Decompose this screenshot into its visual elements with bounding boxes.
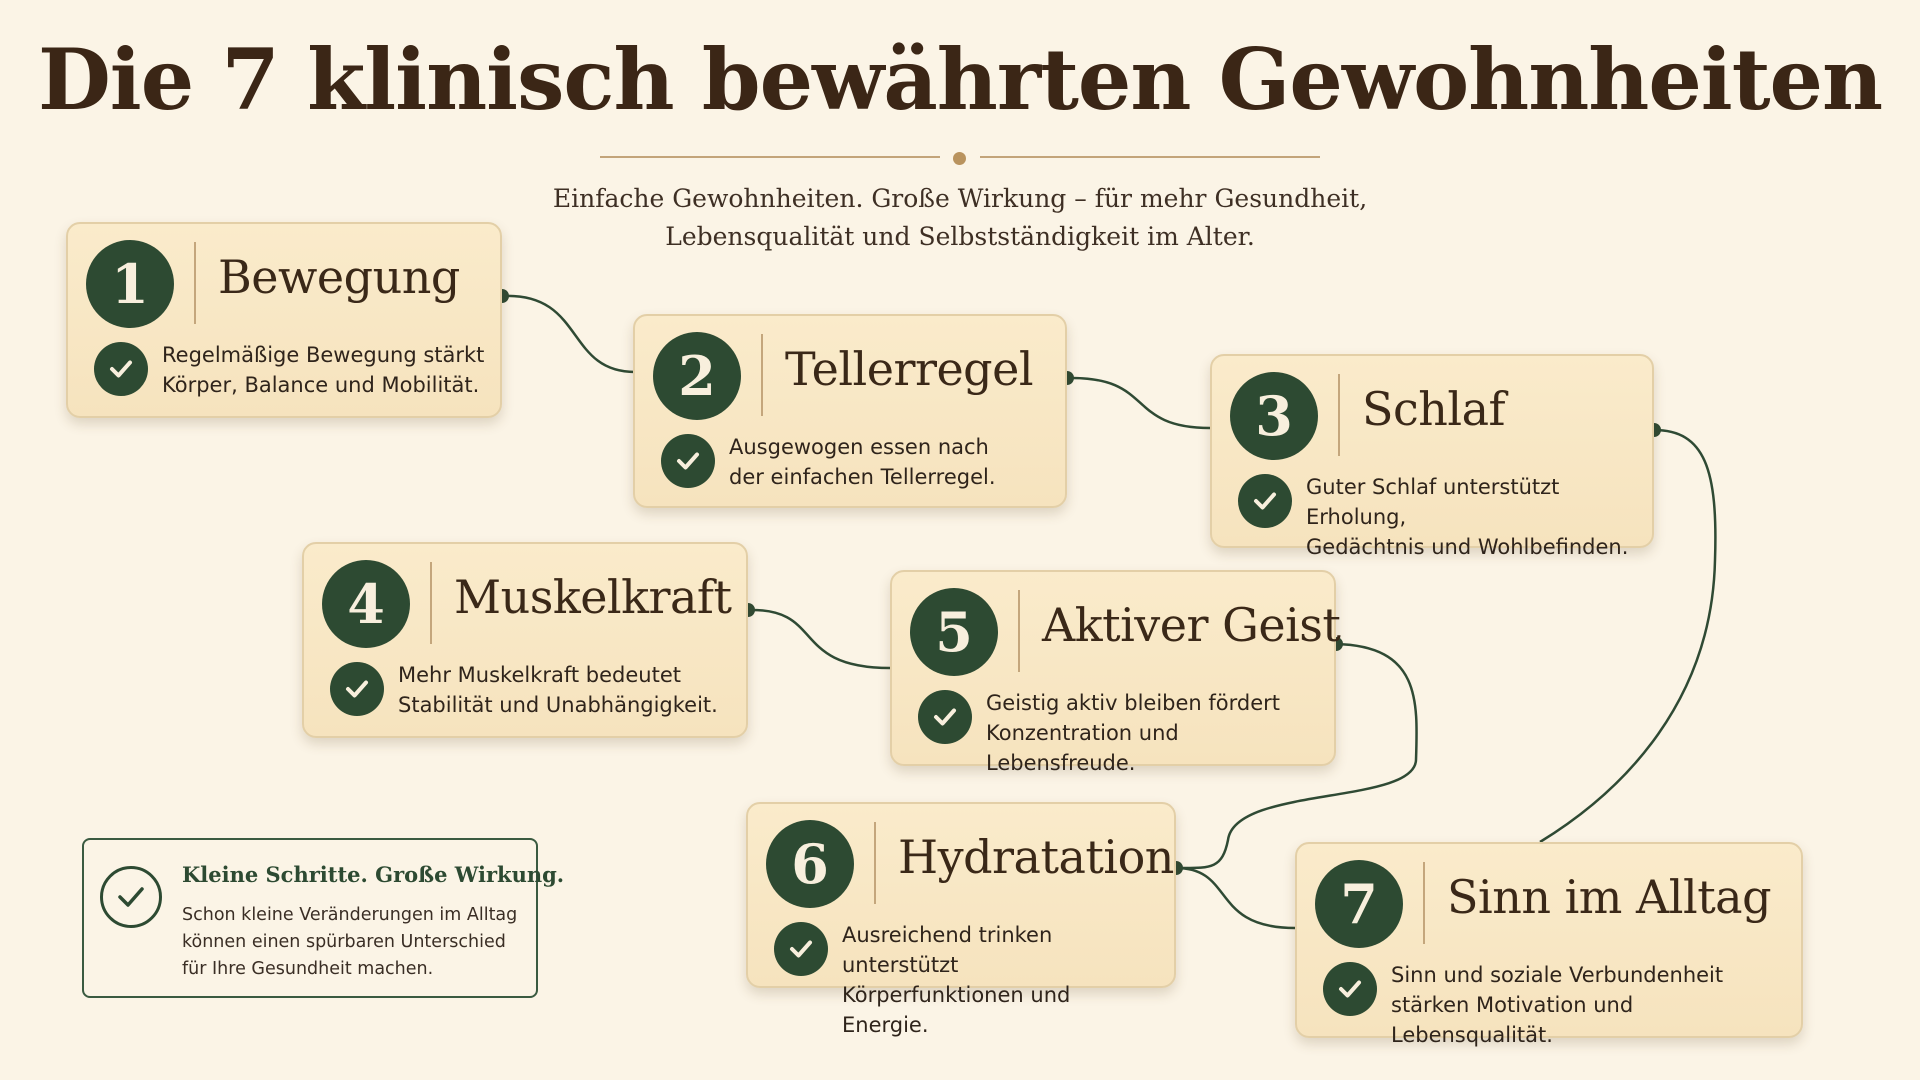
habit-card-bewegung — [66, 222, 502, 418]
number-badge: 7 — [1315, 860, 1403, 948]
check-circle-outline-icon — [100, 866, 162, 928]
habit-description: Sinn und soziale Verbundenheit stärken Motivation und Lebensqualität. — [1391, 963, 1724, 1047]
number-badge: 6 — [766, 820, 854, 908]
habit-description: Ausgewogen essen nach der einfachen Tellerregel. — [729, 435, 996, 489]
check-circle-icon — [661, 434, 715, 488]
note-text: Schon kleine Veränderungen im Alltag können einen spürbaren Unterschied für Ihre Gesundheit machen. — [182, 905, 518, 979]
habit-card-muskelkraft — [302, 542, 748, 738]
habit-title: Schlaf — [1362, 382, 1506, 436]
connector-4-5 — [748, 610, 890, 668]
check-circle-icon — [918, 690, 972, 744]
habit-card-aktiver-geist — [890, 570, 1341, 775]
badge-separator — [194, 242, 196, 324]
badge-separator — [430, 562, 432, 644]
habit-title: Tellerregel — [785, 342, 1034, 396]
connector-2-3 — [1067, 378, 1210, 428]
check-circle-icon — [94, 342, 148, 396]
habit-description: Ausreichend trinken unterstützt Körperfunktionen und Energie. — [842, 923, 1071, 1037]
habit-title: Muskelkraft — [454, 570, 732, 624]
habit-description: Mehr Muskelkraft bedeutet Stabilität und Unabhängigkeit. — [398, 663, 718, 717]
info-note-box — [82, 838, 565, 998]
note-heading: Kleine Schritte. Große Wirkung. — [182, 862, 565, 887]
badge-separator — [1018, 590, 1020, 672]
badge-separator — [1338, 374, 1340, 456]
check-circle-icon — [1323, 962, 1377, 1016]
subtitle-line-1: Einfache Gewohnheiten. Große Wirkung – für mehr Gesundheit, — [552, 184, 1368, 213]
badge-separator — [1423, 862, 1425, 944]
number-badge: 2 — [653, 332, 741, 420]
habit-card-tellerregel — [633, 314, 1067, 508]
badge-separator — [761, 334, 763, 416]
habit-description: Geistig aktiv bleiben fördert Konzentration und Lebensfreude. — [986, 691, 1281, 775]
habit-description: Regelmäßige Bewegung stärkt Körper, Balance und Mobilität. — [162, 343, 485, 397]
number-badge: 3 — [1230, 372, 1318, 460]
number-badge: 4 — [322, 560, 410, 648]
number-badge: 5 — [910, 588, 998, 676]
badge-separator — [874, 822, 876, 904]
page-title: Die 7 klinisch bewährten Gewohnheiten — [37, 30, 1883, 129]
habit-description: Guter Schlaf unterstützt Erholung, Gedächtnis und Wohlbefinden. — [1306, 475, 1629, 559]
connector-1-2 — [502, 296, 635, 372]
habit-title: Aktiver Geist — [1042, 598, 1341, 652]
habit-card-sinn-im-alltag — [1295, 842, 1803, 1047]
habit-title: Sinn im Alltag — [1447, 870, 1772, 924]
subtitle-line-2: Lebensqualität und Selbstständigkeit im Alter. — [665, 222, 1255, 251]
check-circle-icon — [330, 662, 384, 716]
check-circle-icon — [1238, 474, 1292, 528]
habit-title: Hydratation — [898, 830, 1174, 884]
connector-6-7 — [1176, 868, 1295, 928]
habit-title: Bewegung — [218, 250, 460, 304]
habit-card-schlaf — [1210, 354, 1654, 559]
number-badge: 1 — [86, 240, 174, 328]
check-circle-icon — [774, 922, 828, 976]
habit-card-hydratation — [746, 802, 1176, 1037]
